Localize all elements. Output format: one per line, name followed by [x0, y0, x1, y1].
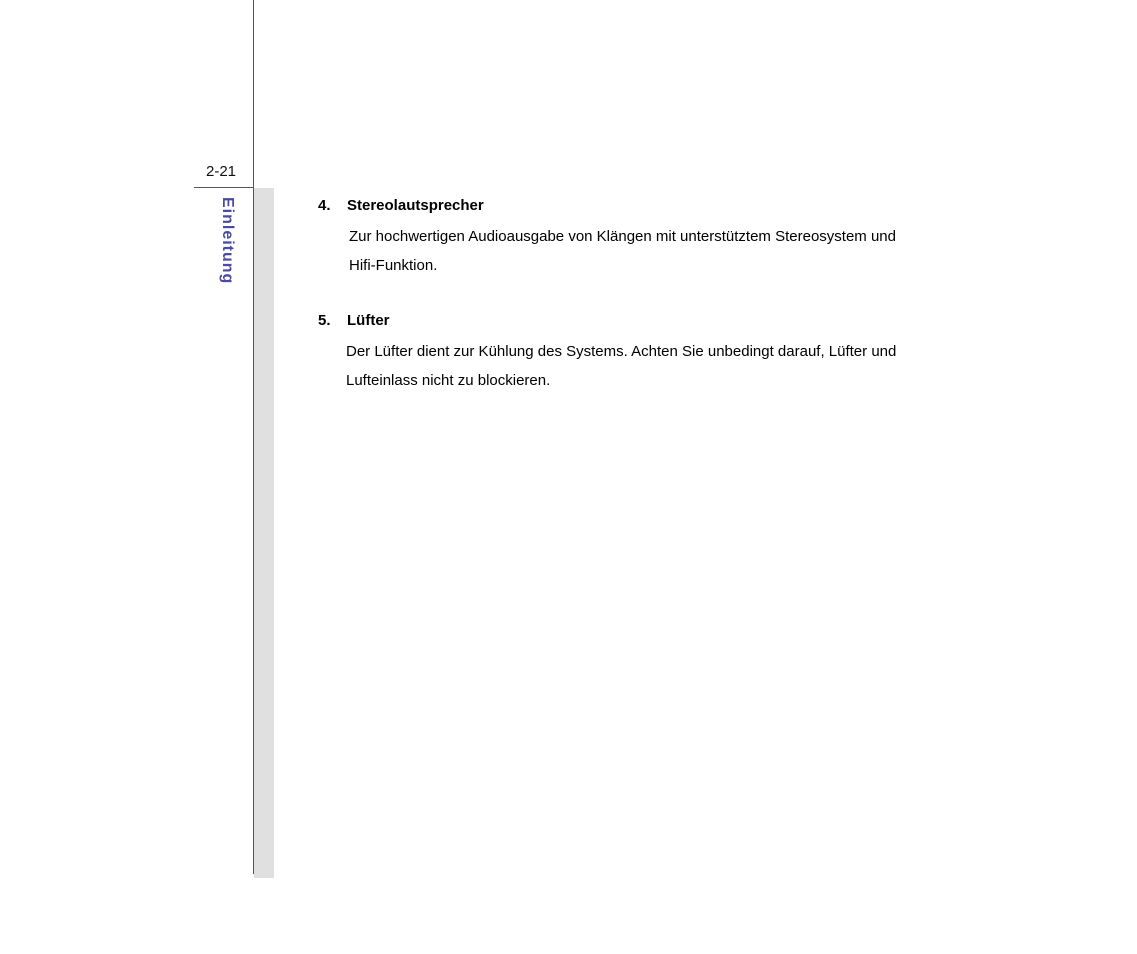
- item-description: [318, 222, 958, 280]
- item-number: 4.: [318, 197, 331, 214]
- description-line: Hifi-Funktion.: [349, 257, 438, 274]
- page-number: 2-21: [206, 163, 237, 180]
- item-heading: [318, 311, 958, 330]
- item-number: 5.: [318, 312, 331, 329]
- section-title: Einleitung: [219, 197, 236, 285]
- description-line: Der Lüfter dient zur Kühlung des Systems. Achten Sie unbedingt darauf, Lüfter und: [346, 343, 897, 360]
- description-line: Zur hochwertigen Audioausgabe von Klängen mit unterstütztem Stereosystem und: [349, 228, 896, 245]
- item-description: [318, 337, 958, 395]
- item-title: Lüfter: [347, 312, 390, 329]
- list-item-fan: [318, 311, 958, 395]
- list-item-stereo-speakers: [318, 196, 958, 280]
- page-number-underline: [194, 187, 254, 188]
- item-title: Stereolautsprecher: [347, 197, 484, 214]
- item-heading: [318, 196, 958, 215]
- description-line: Lufteinlass nicht zu blockieren.: [346, 372, 551, 389]
- margin-gray-band: [254, 188, 274, 878]
